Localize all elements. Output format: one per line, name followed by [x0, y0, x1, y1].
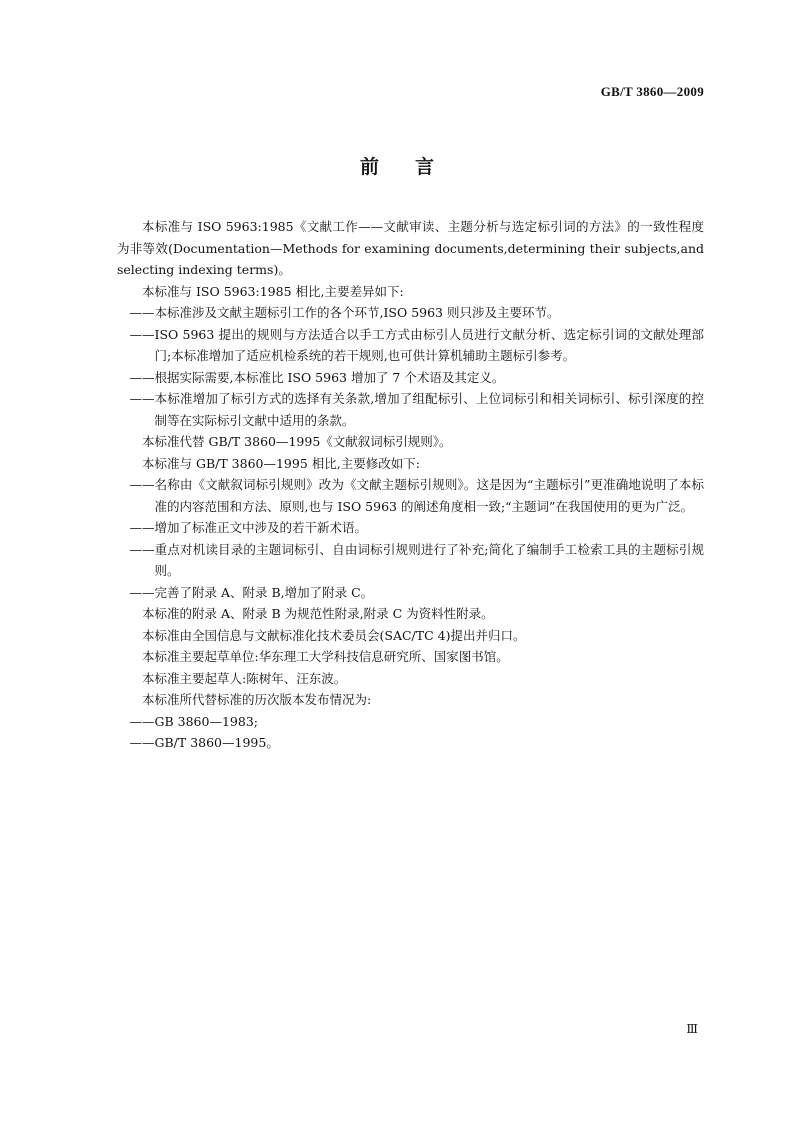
list-item: ——GB 3860—1983; [129, 713, 258, 729]
page-number: Ⅲ [686, 1022, 698, 1036]
list-item: ——根据实际需要,本标准比 ISO 5963 增加了 7 个术语及其定义。 [129, 369, 505, 385]
paragraph: 本标准的附录 A、附录 B 为规范性附录,附录 C 为资料性附录。 [142, 606, 494, 621]
list-item: ——GB/T 3860—1995。 [129, 735, 279, 750]
page-title: 前言 [359, 156, 470, 178]
list-item: ——重点对机读目录的主题词标引、自由词标引规则进行了补充;简化了编制手工检索工具的主题标引规则。 [129, 541, 704, 578]
list-item: ——ISO 5963 提出的规则与方法适合以手工方式由标引人员进行文献分析、选定标引词的文献处理部门;本标准增加了适应机检系统的若干规则,也可供计算机辅助主题标引参考。 [129, 326, 704, 363]
list-item: ——名称由《文献叙词标引规则》改为《文献主题标引规则》。这是因为“主题标引”更准确地说明了本标准的内容范围和方法、原则,也与 ISO 5963 的阐述角度相一致;“主题词”在我国使用的更为广泛。 [129, 477, 704, 514]
standard-number: GB/T 3860—2009 [600, 84, 704, 99]
paragraph: 本标准与 ISO 5963:1985 相比,主要差异如下: [142, 283, 404, 299]
paragraph: 本标准所代替标准的历次版本发布情况为: [142, 692, 372, 707]
list-item: ——完善了附录 A、附录 B,增加了附录 C。 [129, 584, 374, 600]
paragraph: 本标准代替 GB/T 3860—1995《文献叙词标引规则》。 [142, 434, 452, 449]
list-item: ——增加了标准正文中涉及的若干新术语。 [129, 520, 368, 535]
paragraph: 本标准由全国信息与文献标准化技术委员会(SAC/TC 4)提出并归口。 [142, 627, 526, 643]
paragraph: 本标准主要起草单位:华东理工大学科技信息研究所、国家图书馆。 [142, 649, 509, 664]
paragraph: 本标准与 GB/T 3860—1995 相比,主要修改如下: [142, 455, 420, 471]
list-item: ——本标准涉及文献主题标引工作的各个环节,ISO 5963 则只涉及主要环节。 [129, 305, 560, 320]
foreword-body [117, 216, 704, 754]
list-item: ——本标准增加了标引方式的选择有关条款,增加了组配标引、上位词标引和相关词标引、标引深度的控制等在实际标引文献中适用的条款。 [129, 391, 704, 428]
paragraph: 本标准主要起草人:陈树年、汪东波。 [142, 670, 347, 686]
paragraph: 本标准与 ISO 5963:1985《文献工作——文献审读、主题分析与选定标引词的方法》的一致性程度为非等效(Documentation—Methods for examining documents,determining their subjects,and selecting indexing terms)。 [117, 219, 704, 277]
